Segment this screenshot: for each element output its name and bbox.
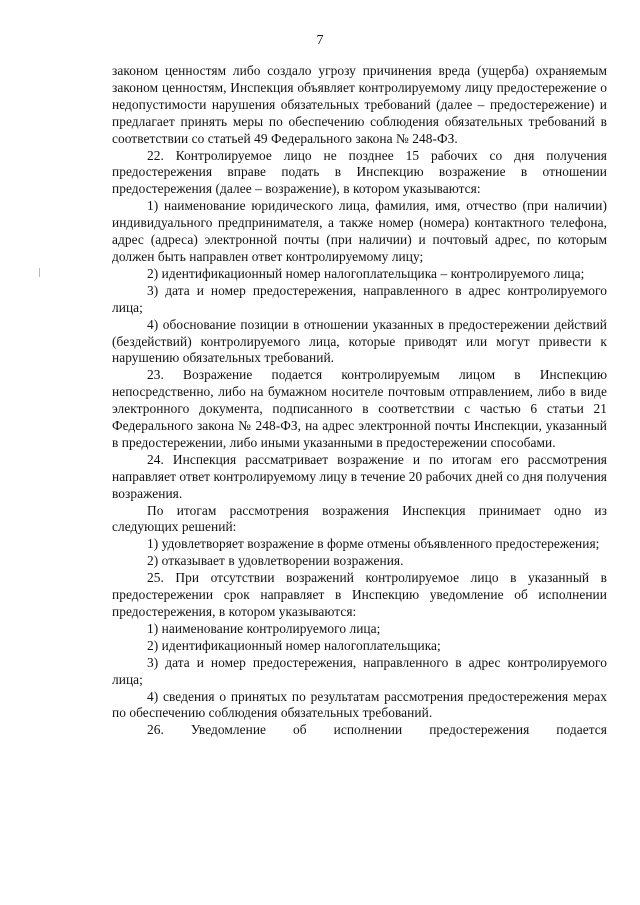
paragraph-22-item-2: 2) идентификационный номер налогоплательщика – контролируемого лица; [147, 265, 585, 281]
paragraph-continuation: законом ценностям либо создало угрозу причинения вреда (ущерба) охраняемым законом ценностям, Инспекция объявляет контролируемому лицу предостережение о недопустимости нарушения обязательных требований (далее – предостережение) и предлагает принять меры по обеспечению соблюдения обязательных требований в соответствии со статьей 49 Федерального закона № 248-ФЗ. [112, 63, 607, 146]
paragraph-25-item-1: 1) наименование контролируемого лица; [147, 620, 381, 636]
paragraph-26: 26. Уведомление об исполнении предостережения подается [147, 722, 607, 738]
paragraph-22-item-1: 1) наименование юридического лица, фамилия, имя, отчество (при наличии) индивидуального предпринимателя, а также номер (номера) контактного телефона, адрес (адреса) электронной почты (при наличии) и почтовый адрес, по которым должен быть направлен ответ контролируемому лицу; [112, 198, 607, 264]
paragraph-22-item-3: 3) дата и номер предостережения, направленного в адрес контролируемого лица; [112, 282, 607, 315]
paragraph-25: 25. При отсутствии возражений контролируемое лицо в указанный в предостережении срок направляет в Инспекцию уведомление об исполнении предостережения, в котором указываются: [112, 570, 607, 619]
paragraph-24-decision-1: 1) удовлетворяет возражение в форме отмены объявленного предостережения; [147, 536, 600, 552]
paragraph-25-item-2: 2) идентификационный номер налогоплательщика; [147, 637, 441, 653]
margin-mark [39, 268, 40, 277]
page-number: 7 [316, 33, 324, 48]
paragraph-24-decisions: По итогам рассмотрения возражения Инспекция принимает одно из следующих решений: [112, 502, 607, 535]
paragraph-24: 24. Инспекция рассматривает возражение и по итогам его рассмотрения направляет ответ контролируемому лицу в течение 20 рабочих дней со дня получения возражения. [112, 451, 607, 501]
paragraph-23: 23. Возражение подается контролируемым лицом в Инспекцию непосредственно, либо на бумажном носителе почтовым отправлением, либо в виде электронного документа, подписанного в соответствии с частью 6 статьи 21 Федерального закона № 248-ФЗ, на адрес электронной почты Инспекции, указанный в предостережении, либо иными указанными в предостережении способами. [112, 367, 607, 450]
paragraph-22: 22. Контролируемое лицо не позднее 15 рабочих со дня получения предостережения вправе подать в Инспекцию возражение в отношении предостережения (далее – возражение), в котором указываются: [112, 147, 607, 197]
paragraph-25-item-3: 3) дата и номер предостережения, направленного в адрес контролируемого лица; [112, 654, 607, 687]
paragraph-22-item-4: 4) обоснование позиции в отношении указанных в предостережении действий (бездействий) контролируемого лица, которые приводят или могут привести к нарушению обязательных требований. [112, 316, 607, 366]
paragraph-24-decision-2: 2) отказывает в удовлетворении возражения. [147, 553, 404, 569]
document-body [112, 63, 607, 739]
paragraph-25-item-4: 4) сведения о принятых по результатам рассмотрения предостережения мерах по обеспечению соблюдения обязательных требований. [112, 688, 607, 721]
